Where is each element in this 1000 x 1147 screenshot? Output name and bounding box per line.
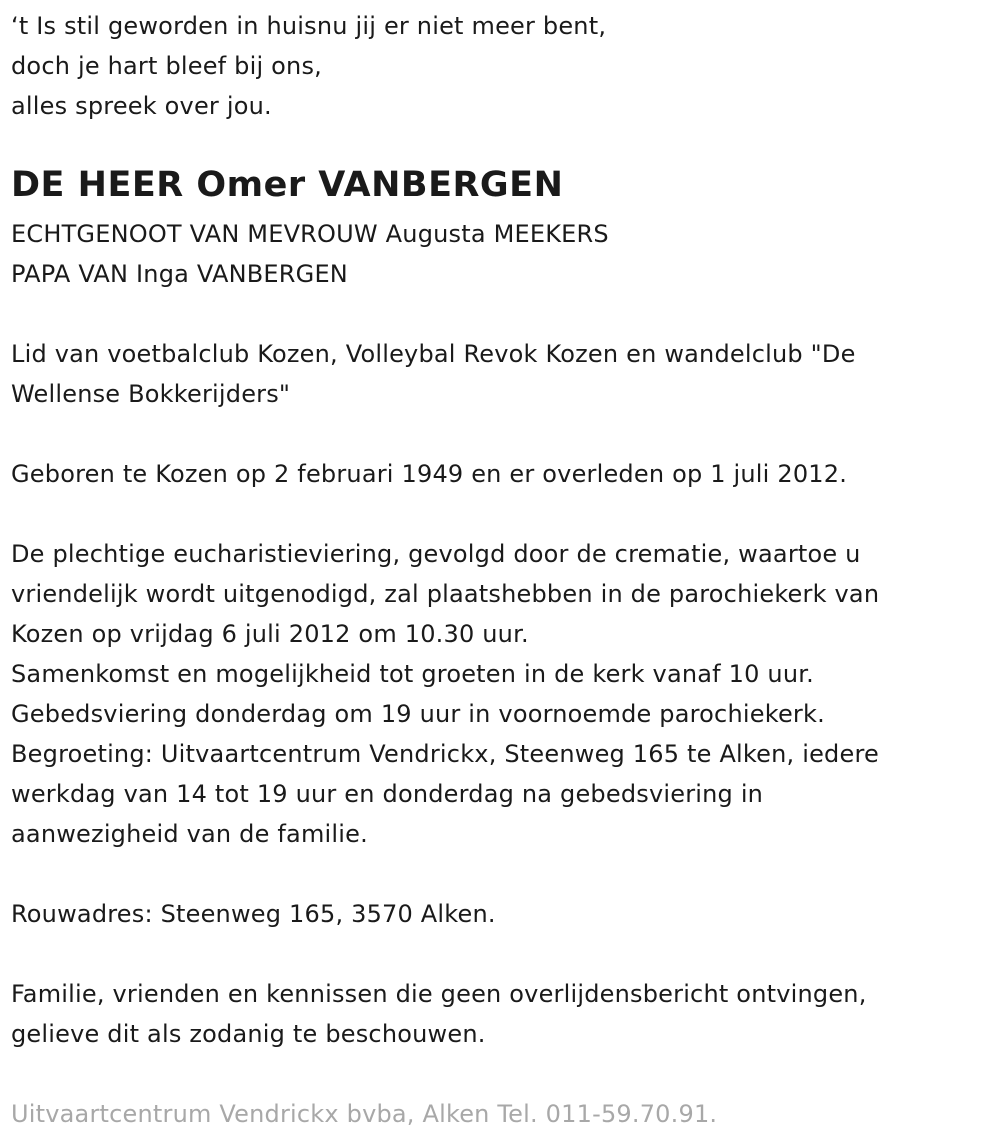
notice-line-2: gelieve dit als zodanig te beschouwen. bbox=[11, 1020, 486, 1048]
birth-death-line: Geboren te Kozen op 2 februari 1949 en er overleden op 1 juli 2012. bbox=[11, 460, 848, 488]
ceremony-line-4: Samenkomst en mogelijkheid tot groeten in de kerk vanaf 10 uur. bbox=[11, 660, 814, 688]
poem-line-2: doch je hart bleef bij ons, bbox=[11, 52, 322, 80]
notice-line-1: Familie, vrienden en kennissen die geen overlijdensbericht ontvingen, bbox=[11, 980, 867, 1008]
ceremony-line-3: Kozen op vrijdag 6 juli 2012 om 10.30 uur. bbox=[11, 620, 529, 648]
deceased-name: DE HEER Omer VANBERGEN bbox=[11, 165, 564, 205]
mourning-address: Rouwadres: Steenweg 165, 3570 Alken. bbox=[11, 900, 496, 928]
spouse-line: ECHTGENOOT VAN MEVROUW Augusta MEEKERS bbox=[11, 220, 609, 248]
ceremony-line-7: werkdag van 14 tot 19 uur en donderdag na gebedsviering in bbox=[11, 780, 764, 808]
membership-line-2: Wellense Bokkerijders" bbox=[11, 380, 291, 408]
ceremony-line-8: aanwezigheid van de familie. bbox=[11, 820, 368, 848]
ceremony-line-6: Begroeting: Uitvaartcentrum Vendrickx, Steenweg 165 te Alken, iedere bbox=[11, 740, 879, 768]
membership-line-1: Lid van voetbalclub Kozen, Volleybal Revok Kozen en wandelclub "De bbox=[11, 340, 856, 368]
poem-line-1: ‘t Is stil geworden in huisnu jij er niet meer bent, bbox=[11, 12, 607, 40]
poem-line-3: alles spreek over jou. bbox=[11, 92, 272, 120]
ceremony-line-5: Gebedsviering donderdag om 19 uur in voornoemde parochiekerk. bbox=[11, 700, 825, 728]
ceremony-line-1: De plechtige eucharistieviering, gevolgd door de crematie, waartoe u bbox=[11, 540, 861, 568]
parent-line: PAPA VAN Inga VANBERGEN bbox=[11, 260, 348, 288]
ceremony-line-2: vriendelijk wordt uitgenodigd, zal plaatshebben in de parochiekerk van bbox=[11, 580, 880, 608]
funeral-home-footer: Uitvaartcentrum Vendrickx bvba, Alken Tel. 011-59.70.91. bbox=[11, 1100, 718, 1128]
